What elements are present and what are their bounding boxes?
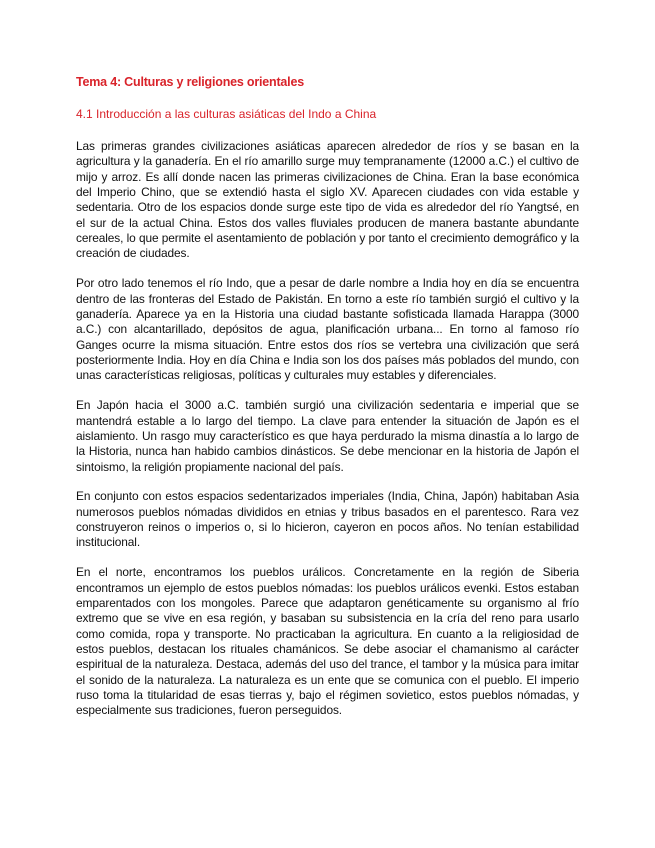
document-page (76, 74, 579, 719)
section-subtitle: 4.1 Introducción a las culturas asiáticas del Indo a China (76, 107, 377, 121)
paragraph: En el norte, encontramos los pueblos urálicos. Concretamente en la región de Siberia encontramos un ejemplo de estos pueblos nómadas: los pueblos urálicos evenki. Estos estaban emparentados con los mongoles. Parece que adaptaron genéticamente su organismo al frío extremo que se vive en esa región, y basaban su subsistencia en la cría del reno para usarlo como comida, ropa y transporte. No practicaban la agricultura. En cuanto a la religiosidad de estos pueblos, destacan los rituales chamánicos. Se debe asociar el chamanismo al carácter espiritual de la naturaleza. Destaca, además del uso del trance, el tambor y la música para imitar el sonido de la naturaleza. La naturaleza es un ente que se comunica con el pueblo. El imperio ruso toma la titularidad de esas tierras y, bajo el régimen sovietico, estos pueblos nómadas, y especialmente sus tradiciones, fueron perseguidos. (76, 565, 579, 718)
paragraph: Las primeras grandes civilizaciones asiáticas aparecen alrededor de ríos y se basan en la agricultura y la ganadería. En el río amarillo surge muy tempranamente (12000 a.C.) el cultivo de mijo y arroz. Es allí donde nacen las primeras civilizaciones de China. Eran la base económica del Imperio Chino, que se extendió hasta el siglo XV. Aparecen ciudades con vida estable y sedentaria. Otro de los espacios donde surge este tipo de vida es alrededor del río Yangtsé, en el sur de la actual China. Estos dos valles fluviales producen de manera bastante abundante cereales, lo que permite el asentamiento de población y por tanto el crecimiento demográfico y la creación de ciudades. (76, 139, 579, 261)
paragraph: Por otro lado tenemos el río Indo, que a pesar de darle nombre a India hoy en día se encuentra dentro de las fronteras del Estado de Pakistán. En torno a este río también surgió el cultivo y la ganadería. Aparece ya en la Historia una ciudad bastante sofisticada llamada Harappa (3000 a.C.) con alcantarillado, depósitos de agua, planificación urbana... En torno al famoso río Ganges ocurre la misma situación. Entre estos dos ríos se vertebra una civilización que será posteriormente India. Hoy en día China e India son los dos países más poblados del mundo, con unas características religiosas, políticas y culturales muy estables y diferenciales. (76, 276, 579, 383)
paragraph: En conjunto con estos espacios sedentarizados imperiales (India, China, Japón) habitaban Asia numerosos pueblos nómadas divididos en etnias y tribus basados en el parentesco. Rara vez construyeron reinos o imperios o, si lo hicieron, cayeron en pocos años. No tenían estabilidad institucional. (76, 489, 579, 550)
page-title: Tema 4: Culturas y religiones orientales (76, 75, 304, 89)
paragraph: En Japón hacia el 3000 a.C. también surgió una civilización sedentaria e imperial que se mantendrá estable a lo largo del tiempo. La clave para entender la situación de Japón es el aislamiento. Un rasgo muy característico es que haya perdurado la misma dinastía a lo largo de la Historia, nunca han habido cambios dinásticos. Se debe mencionar en la historia de Japón el sintoismo, la religión propiamente nacional del país. (76, 398, 579, 474)
